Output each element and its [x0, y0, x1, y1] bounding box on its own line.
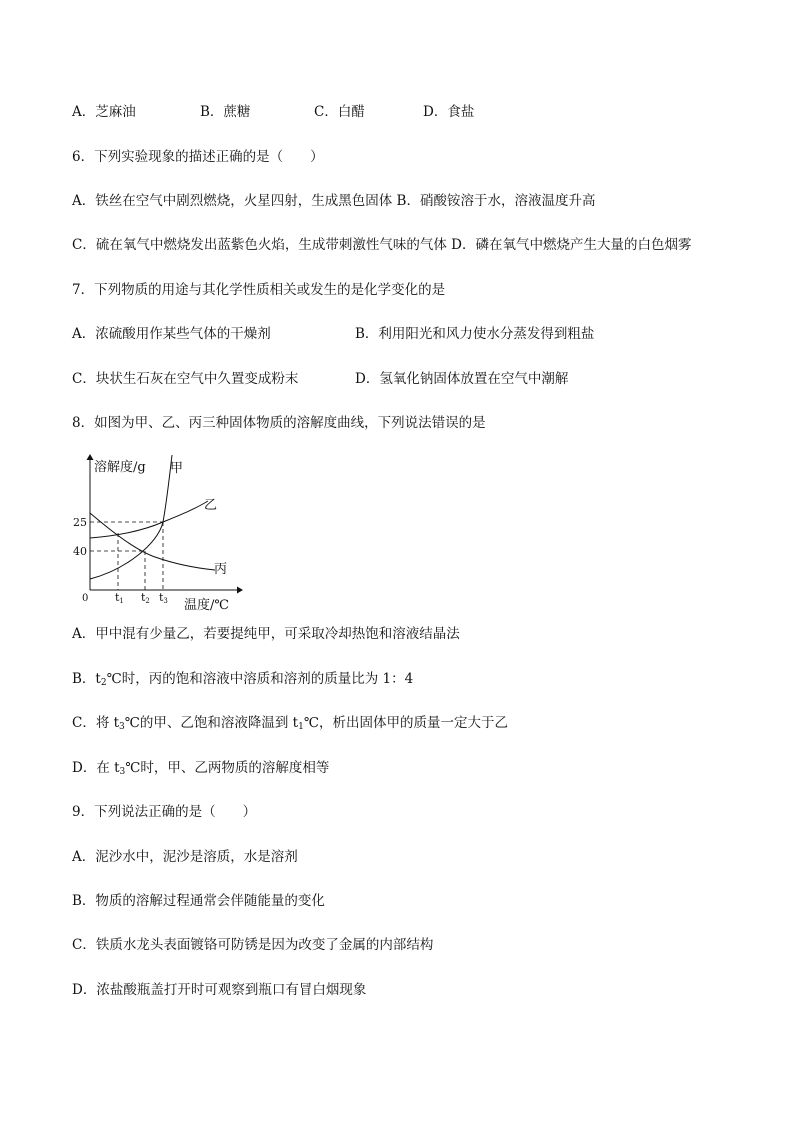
q7-stem: 7．下列物质的用途与其化学性质相关或发生的是化学变化的是 [72, 282, 446, 298]
q6-options-ab: A．铁丝在空气中剧烈燃烧，火星四射，生成黑色固体 B．硝酸铵溶于水，溶液温度升高 [72, 193, 596, 209]
series-label-yi: 乙 [204, 498, 218, 513]
q9-option-c: C．铁质水龙头表面镀铬可防锈是因为改变了金属的内部结构 [72, 937, 434, 953]
x-axis-label: 温度/℃ [184, 598, 229, 613]
q5-option-b: B．蔗糖 [200, 104, 251, 120]
q6-stem: 6．下列实验现象的描述正确的是（ ） [72, 149, 324, 165]
q7-option-a: A．浓硫酸用作某些气体的干燥剂 [72, 326, 271, 342]
q8-option-a: A．甲中混有少量乙，若要提纯甲，可采取冷却热饱和溶液结晶法 [72, 626, 460, 642]
q5-option-a: A．芝麻油 [72, 104, 136, 120]
q7-option-d: D．氢氧化钠固体放置在空气中潮解 [355, 371, 569, 387]
q5-option-d: D．食盐 [423, 104, 475, 120]
q9-stem: 9．下列说法正确的是（ ） [72, 804, 257, 820]
y-axis-label: 溶解度/g [94, 460, 146, 475]
q8-option-c: C．将 $t_3℃$的甲、乙饱和溶液降温到 $t_1℃$，析出固体甲的质量一定大于乙 [72, 715, 508, 732]
q9-option-b: B．物质的溶解过程通常会伴随能量的变化 [72, 893, 325, 909]
q8-option-b: B．$t_2℃$时，丙的饱和溶液中溶质和溶剂的质量比为 1：4 [72, 671, 414, 688]
q6-options-cd: C．硫在氧气中燃烧发出蓝紫色火焰，生成带刺激性气味的气体 D．磷在氧气中燃烧产生大量的白色烟雾 [72, 237, 692, 253]
x-tick-t1: t1 [115, 591, 124, 605]
q9-option-d: D．浓盐酸瓶盖打开时可观察到瓶口有冒白烟现象 [72, 982, 367, 998]
q9-option-a: A．泥沙水中，泥沙是溶质，水是溶剂 [72, 849, 298, 865]
series-label-jia: 甲 [170, 461, 184, 476]
q8-option-d: D．在 $t_3℃$时，甲、乙两物质的溶解度相等 [72, 760, 330, 777]
x-tick-t3: t3 [159, 591, 168, 605]
q8-stem: 8．如图为甲、乙、丙三种固体物质的溶解度曲线，下列说法错误的是 [72, 415, 486, 431]
curve-yi [90, 501, 208, 538]
q7-option-b: B．利用阳光和风力使水分蒸发得到粗盐 [355, 326, 595, 342]
series-label-bing: 丙 [214, 562, 228, 577]
y-tick-40: 25 [73, 516, 87, 529]
x-tick-t2: t2 [141, 591, 150, 605]
y-tick-25: 40 [73, 545, 87, 558]
solubility-chart [70, 452, 330, 617]
q7-option-c: C．块状生石灰在空气中久置变成粉末 [72, 371, 299, 387]
q5-option-c: C．白醋 [314, 104, 365, 120]
origin-label: 0 [82, 593, 89, 604]
